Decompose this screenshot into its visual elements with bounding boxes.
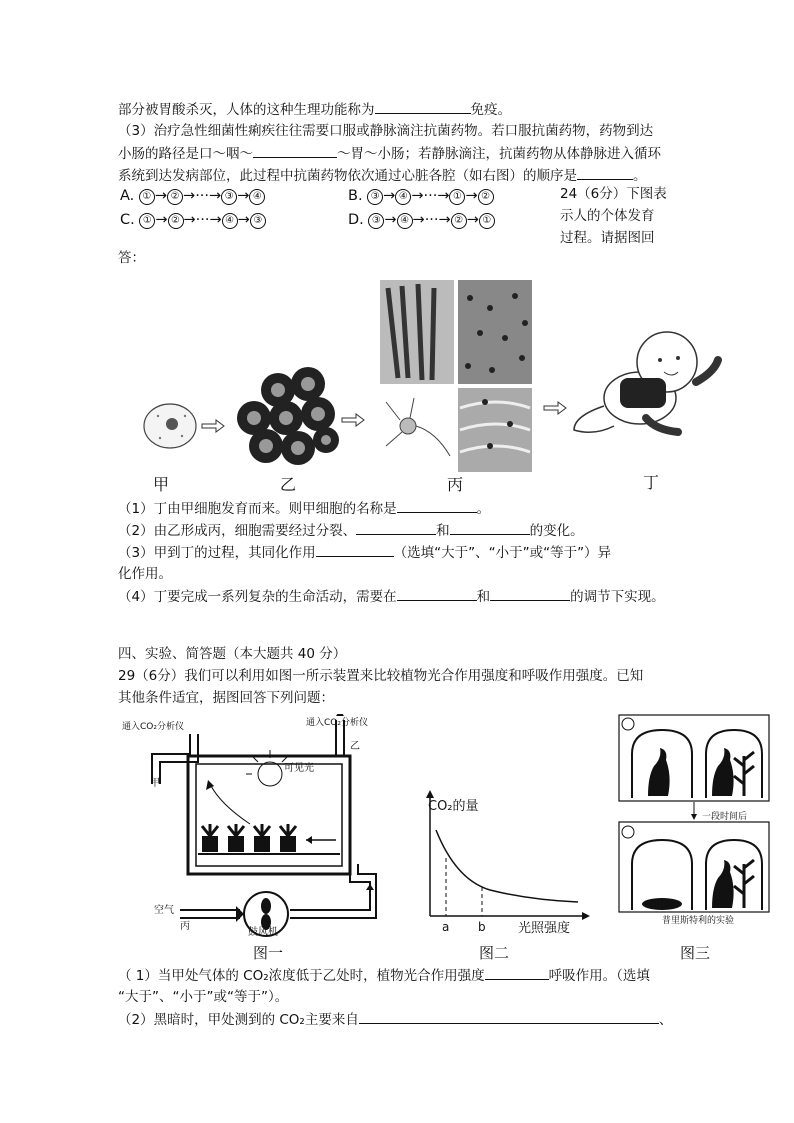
tissue-images bbox=[380, 280, 532, 472]
answer-blank[interactable] bbox=[316, 543, 394, 557]
answer-blank[interactable] bbox=[490, 587, 570, 601]
fig1-air: 空气 bbox=[154, 905, 174, 916]
arrow-3 bbox=[544, 402, 566, 414]
fig1-jia: 甲 bbox=[150, 778, 160, 789]
fig2-caption: 图二 bbox=[479, 944, 510, 962]
fig1-label-left: 通入CO₂分析仪 bbox=[122, 722, 184, 732]
answer-blank[interactable] bbox=[577, 166, 633, 180]
co2-curve bbox=[436, 830, 578, 902]
fig3-bottom-label: 普里斯特利的实验 bbox=[662, 916, 735, 926]
q29-line1: 29（6分）我们可以利用如图一所示装置来比较植物光合作用强度和呼吸作用强度。已知 bbox=[118, 668, 644, 684]
q24-s2: （2）由乙形成丙，细胞需要经过分裂、 和 的变化。 bbox=[118, 523, 584, 539]
development-figure bbox=[130, 278, 730, 493]
fig1-light: 可见光 bbox=[284, 763, 314, 774]
fig2-xlabel: 光照强度 bbox=[518, 921, 571, 936]
label-yi: 乙 bbox=[280, 475, 297, 494]
answer-blank[interactable] bbox=[450, 521, 530, 535]
answer-blank[interactable] bbox=[485, 966, 549, 980]
q24-s3-line2: 化作用。 bbox=[118, 566, 172, 582]
fig1-bing: 丙 bbox=[180, 921, 190, 932]
q24-s4: （4）丁要完成一系列复杂的生命活动，需要在 和 的调节下实现。 bbox=[118, 589, 665, 605]
label-bing: 丙 bbox=[447, 475, 464, 494]
q23-line1: 部分被胃酸杀灭，人体的这种生理功能称为 免疫。 bbox=[118, 102, 511, 118]
baby-image bbox=[574, 332, 718, 432]
answer-blank[interactable] bbox=[356, 521, 436, 535]
fig1-yi: 乙 bbox=[350, 741, 360, 752]
label-ding: 丁 bbox=[643, 473, 660, 492]
answer-blank[interactable] bbox=[375, 100, 471, 114]
q23-line3: 小肠的路径是口～咽～ ～胃～小肠；若静脉滴注，抗菌药物从体静脉进入循环 bbox=[118, 146, 661, 162]
option-b[interactable]: B. ③ → ④ →···→ ① → ② bbox=[348, 188, 494, 205]
figure-3-priestley bbox=[618, 714, 770, 924]
fertilized-egg-image bbox=[144, 404, 196, 448]
q24-s3: （3）甲到丁的过程，其同化作用 （选填“大于”、“小于”或“等于”）异 bbox=[118, 545, 612, 561]
q29-s1: （ 1）当甲处气体的 CO₂浓度低于乙处时，植物光合作用强度 呼吸作用。（选填 bbox=[118, 968, 650, 984]
option-d[interactable]: D. ③ → ④ →···→ ② → ① bbox=[348, 212, 495, 229]
fig1-fan: 鼓风机 bbox=[248, 927, 278, 938]
fig1-label-right: 通入CO₂分析仪 bbox=[306, 718, 368, 728]
fig3-middle-label: 一段时间后 bbox=[702, 812, 748, 822]
q23-line2: （3）治疗急性细菌性痢疾往往需要口服或静脉滴注抗菌药物。若口服抗菌药物，药物到达 bbox=[118, 123, 654, 139]
option-a[interactable]: A. ① → ② →···→ ③ → ④ bbox=[120, 188, 265, 205]
q24-intro-2: 示人的个体发育 bbox=[560, 208, 655, 224]
answer-blank[interactable] bbox=[253, 144, 337, 158]
fig3-caption: 图三 bbox=[680, 944, 711, 962]
arrow-2 bbox=[342, 414, 364, 426]
q29-s1-line2: “大于”、“小于”或“等于”）。 bbox=[118, 989, 289, 1005]
fig2-tick-a: a bbox=[442, 920, 450, 934]
arrow-1 bbox=[202, 420, 224, 432]
fig2-ylabel: CO₂的量 bbox=[428, 799, 479, 814]
answer-blank[interactable] bbox=[397, 499, 477, 513]
label-jia: 甲 bbox=[153, 475, 170, 494]
section4-heading: 四、实验、简答题（本大题共 40 分） bbox=[118, 646, 347, 662]
cell-cluster-image bbox=[237, 367, 339, 465]
fig2-tick-b: b bbox=[478, 920, 486, 934]
q24-s1: （1）丁由甲细胞发育而来。则甲细胞的名称是 。 bbox=[118, 501, 491, 517]
option-c[interactable]: C. ① → ② →···→ ④ → ③ bbox=[120, 212, 266, 229]
answer-blank[interactable] bbox=[359, 1010, 659, 1024]
fig1-caption: 图一 bbox=[253, 944, 284, 962]
q24-intro-4: 答： bbox=[118, 250, 145, 266]
q24-intro-1: 24（6分）下图表 bbox=[560, 186, 667, 202]
q24-intro-3: 过程。请据图回 bbox=[560, 230, 655, 246]
q29-s2: （2）黑暗时，甲处测到的 CO₂主要来自 、 bbox=[118, 1012, 673, 1028]
answer-blank[interactable] bbox=[397, 587, 477, 601]
q29-line2: 其他条件适宜，据图回答下列问题： bbox=[118, 690, 334, 706]
q23-line4: 系统到达发病部位，此过程中抗菌药物依次通过心脏各腔（如右图）的顺序是 。 bbox=[118, 168, 647, 184]
